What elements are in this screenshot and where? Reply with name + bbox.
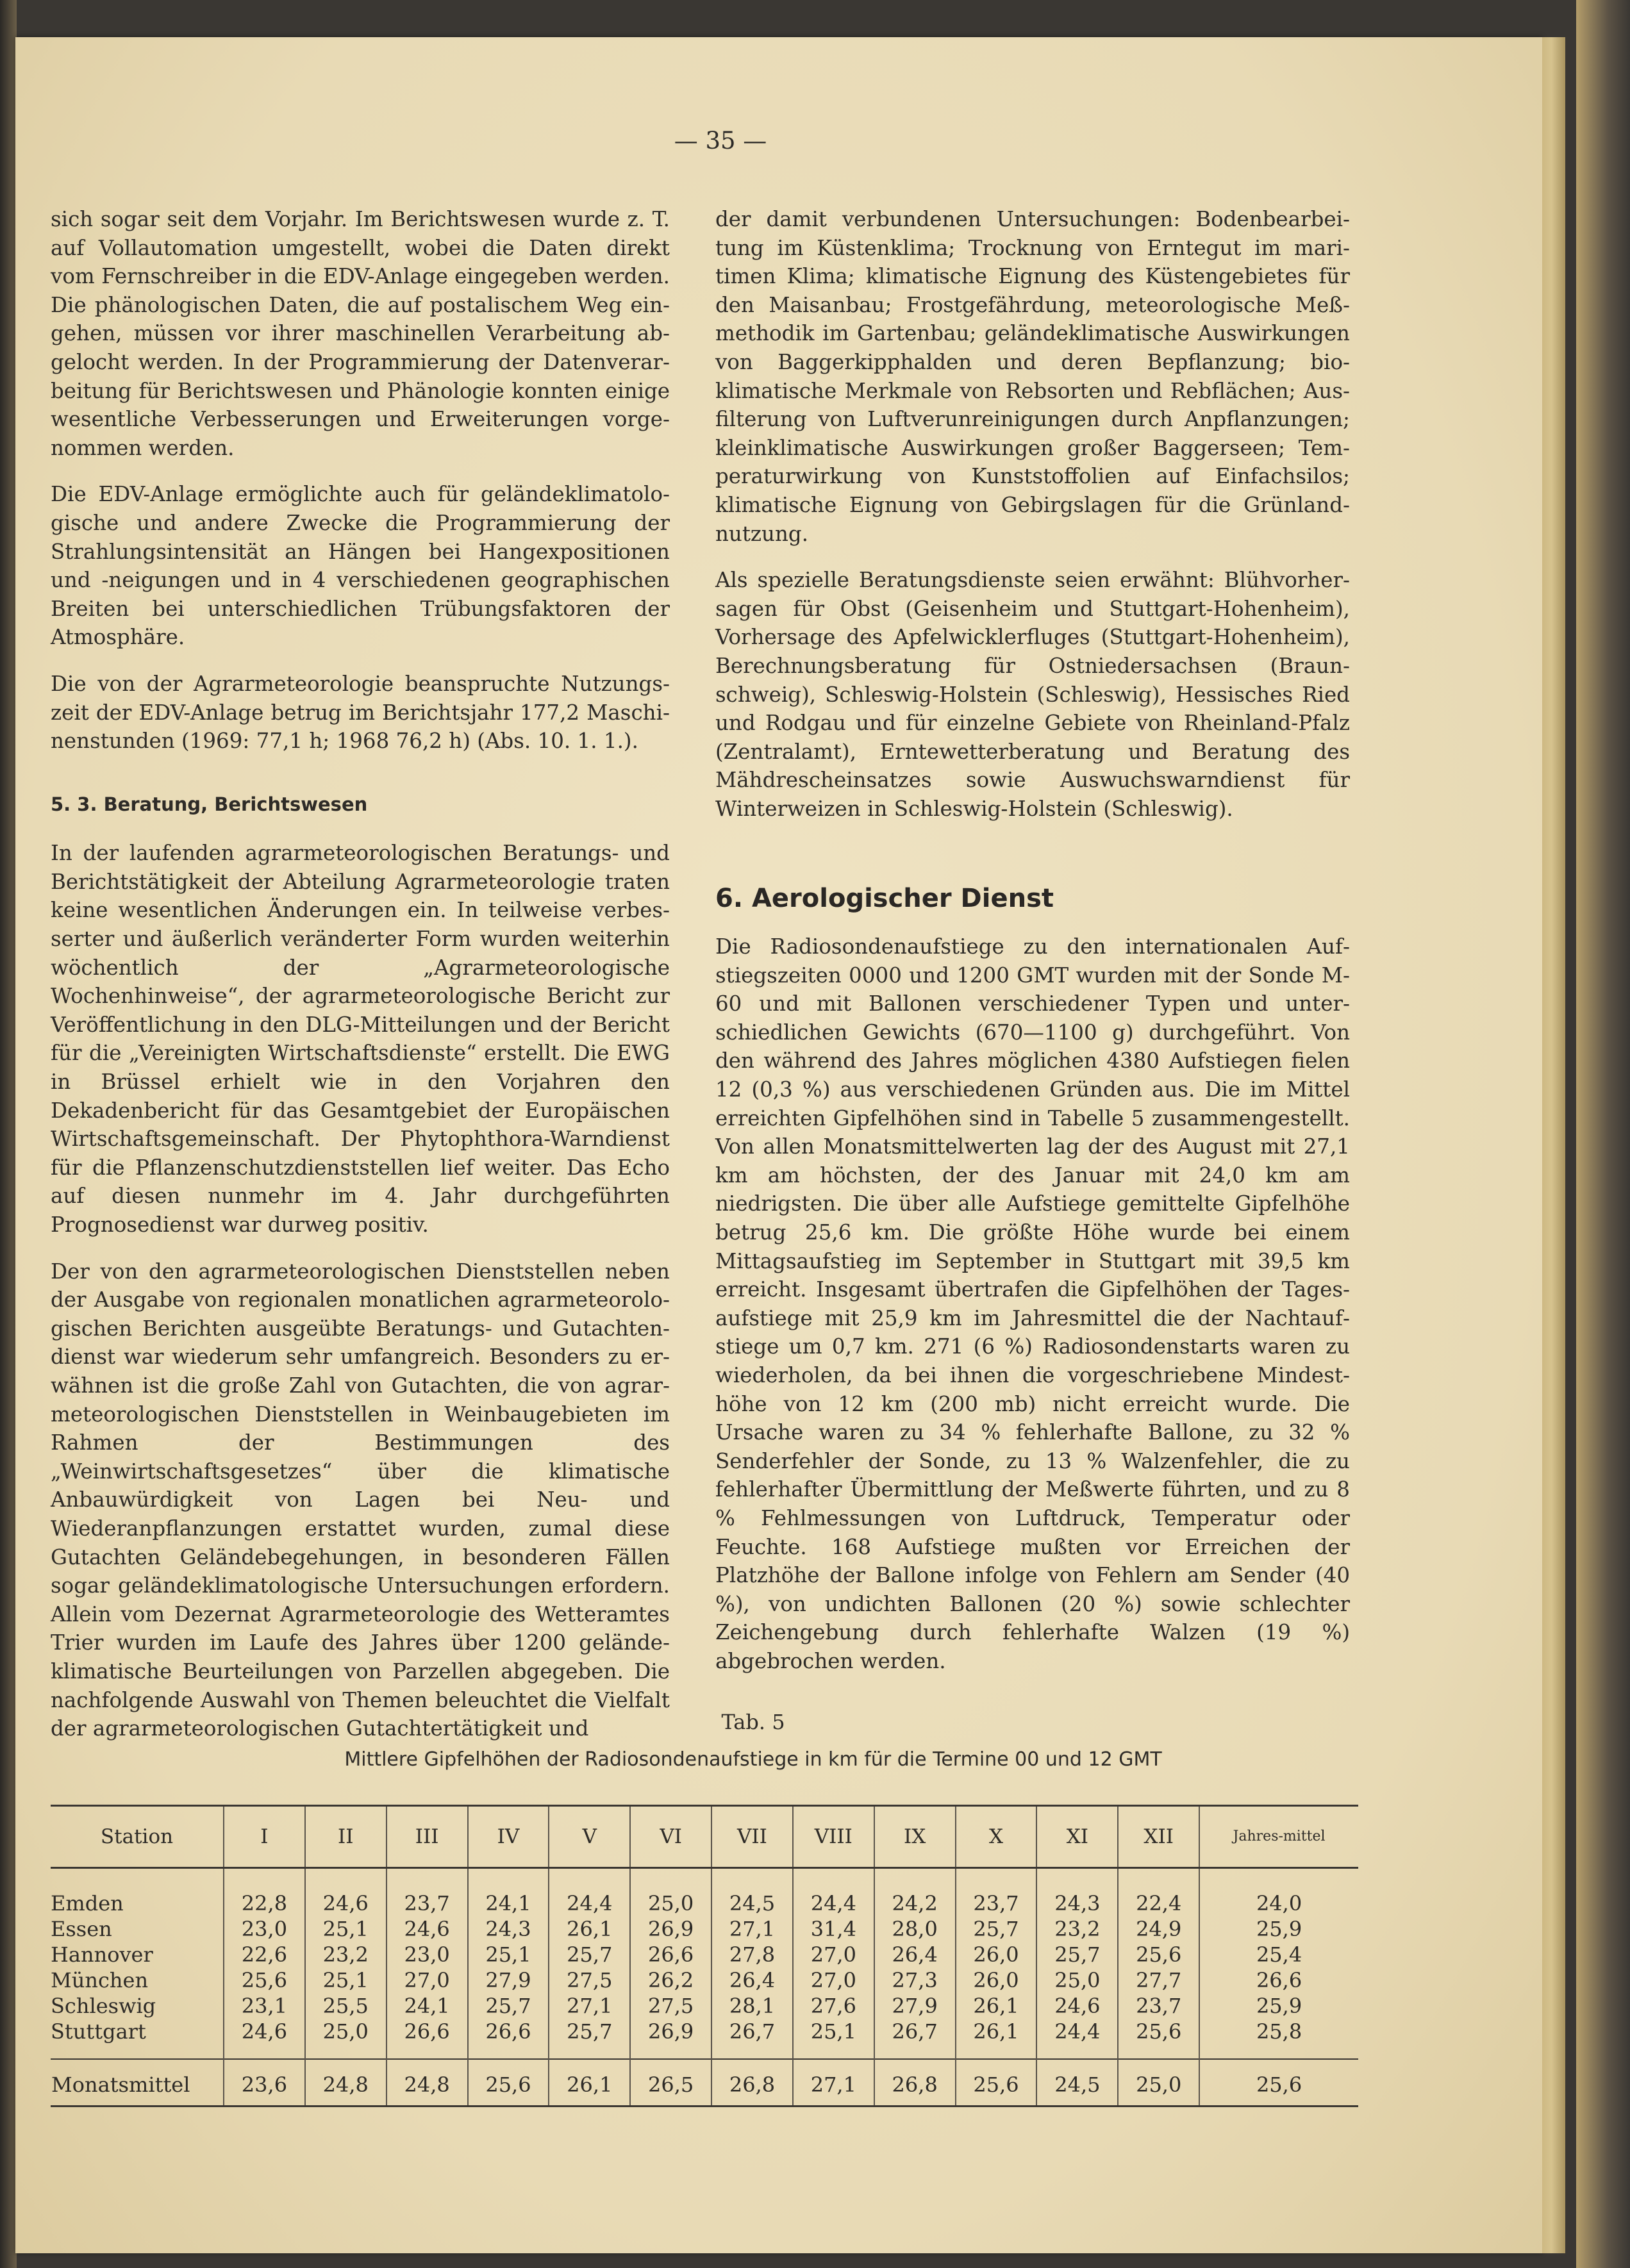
column-header: V [549,1806,630,1868]
column-header: XI [1036,1806,1118,1868]
footer-value-cell: 25,6 [468,2059,549,2107]
value-cell: 25,9 [1199,1993,1358,2019]
value-cell: 25,7 [468,1993,549,2019]
document-page [15,37,1542,2253]
table-label: Tab. 5 [721,1710,785,1734]
value-cell: 26,1 [956,1993,1037,2019]
value-cell: 27,0 [793,1942,874,1967]
summit-heights-table [51,1805,1358,2107]
footer-value-cell: 26,8 [711,2059,793,2107]
value-cell: 27,5 [630,1993,711,2019]
value-cell: 24,1 [387,1993,468,2019]
value-cell: 25,6 [224,1967,305,1993]
value-cell: 25,6 [1118,1942,1199,1967]
value-cell: 25,0 [630,1868,711,1917]
value-cell: 24,6 [224,2019,305,2059]
paragraph: Als spezielle Beratungsdienste seien erwähnt: Blühvorhersagen für Obst (Geisenheim und Stuttgart-Hohenheim), Vorhersage des Apfelwicklerfluges (Stuttgart-Hohenheim), Berechnungsberatung für Ostniedersachsen (Braunschweig), Schleswig-Holstein (Schleswig), Hessisches Ried und Rodgau und für einzelne Gebiete von Rheinland-Pfalz (Zentralamt), Erntewetterberatung und Beratung des Mähdrescheinsatzes sowie Auswuchswarndienst für Winterweizen in Schleswig-Holstein (Schleswig). [715,568,1350,821]
value-cell: 26,4 [874,1942,956,1967]
scan-right-edge [1576,0,1630,2268]
value-cell: 25,1 [305,1916,387,1942]
value-cell: 26,0 [956,1942,1037,1967]
station-name-cell: München [51,1968,149,1992]
subsection-heading: 5. 3. Beratung, Berichtswesen [51,793,368,815]
column-header: VIII [793,1806,874,1868]
value-cell: 27,9 [468,1967,549,1993]
value-cell: 26,7 [711,2019,793,2059]
table-row [51,1868,1358,1917]
station-name-cell: Hannover [51,1942,153,1967]
value-cell: 23,1 [224,1993,305,2019]
value-cell: 25,1 [793,2019,874,2059]
value-cell: 25,7 [1036,1942,1118,1967]
value-cell: 26,0 [956,1967,1037,1993]
value-cell: 23,7 [956,1868,1037,1917]
paragraph: sich sogar seit dem Vorjahr. Im Berichtswesen wurde z. T. auf Vollautomation umgestellt, wobei die Daten direkt vom Fernschreiber in die EDV-Anlage eingegeben werden. Die phänologischen Daten, die auf postalischem Weg eingehen, müssen vor ihrer maschinellen Verarbeitung abgelocht werden. In der Programmierung der Datenverarbeitung für Berichtswesen und Phänologie konnten einige wesentliche Verbesserungen und Erweiterungen vorgenommen werden. [51,207,670,460]
column-header: I [224,1806,305,1868]
value-cell: 24,3 [1036,1868,1118,1917]
value-cell: 26,6 [630,1942,711,1967]
footer-value-cell: 25,0 [1118,2059,1199,2107]
value-cell: 25,1 [468,1942,549,1967]
value-cell: 27,1 [549,1993,630,2019]
value-cell: 24,2 [874,1868,956,1917]
paragraph: der damit verbundenen Untersuchungen: Bodenbearbeitung im Küstenklima; Trocknung von Erntegut im maritimen Klima; klimatische Eignung des Küstengebietes für den Maisanbau; Frostgefährdung, meteorologische Meßmethodik im Gartenbau; geländeklimatische Auswirkungen von Baggerkipphalden und deren Bepflanzung; bioklimatische Merkmale von Rebsorten und Rebflächen; Ausfilterung von Luftverunreinigungen durch Anpflanzungen; kleinklimatische Auswirkungen großer Baggerseen; Temperaturwirkung von Kunststoffolien auf Einfachsilos; klimatische Eignung von Gebirgslagen für die Grünlandnutzung. [715,207,1350,546]
footer-label-cell: Monatsmittel [51,2059,224,2107]
value-cell: 27,8 [711,1942,793,1967]
column-header: III [387,1806,468,1868]
value-cell: 26,1 [956,2019,1037,2059]
value-cell: 23,2 [1036,1916,1118,1942]
value-cell: 24,3 [468,1916,549,1942]
footer-value-cell: 25,6 [1199,2059,1358,2107]
table-row [51,1942,1358,1967]
value-cell: 25,6 [1118,2019,1199,2059]
page-number: — 35 — [674,127,767,154]
value-cell: 26,9 [630,1916,711,1942]
section-heading: 6. Aerologischer Dienst [715,884,1054,914]
table-footer-row [51,2059,1358,2107]
value-cell: 22,6 [224,1942,305,1967]
value-cell: 27,5 [549,1967,630,1993]
station-name-cell: Essen [51,1917,112,1941]
value-cell: 26,6 [1199,1967,1358,1993]
value-cell: 26,2 [630,1967,711,1993]
footer-value-cell: 24,8 [387,2059,468,2107]
value-cell: 25,8 [1199,2019,1358,2059]
value-cell: 27,3 [874,1967,956,1993]
value-cell: 27,1 [711,1916,793,1942]
paragraph: Die EDV-Anlage ermöglichte auch für geländeklimatologische und andere Zwecke die Programmierung der Strahlungsintensität an Hängen bei Hangexpositionen und -neigungen und in 4 verschiedenen geographischen Breiten bei unterschiedlichen Trübungsfaktoren der Atmosphäre. [51,482,670,650]
value-cell: 25,7 [956,1916,1037,1942]
value-cell: 23,2 [305,1942,387,1967]
table-row [51,2019,1358,2059]
column-header: IV [468,1806,549,1868]
column-header: XII [1118,1806,1199,1868]
value-cell: 23,7 [387,1868,468,1917]
value-cell: 24,1 [468,1868,549,1917]
footer-value-cell: 24,5 [1036,2059,1118,2107]
value-cell: 28,0 [874,1916,956,1942]
value-cell: 27,0 [387,1967,468,1993]
value-cell: 27,7 [1118,1967,1199,1993]
value-cell: 25,0 [305,2019,387,2059]
value-cell: 26,1 [549,1916,630,1942]
value-cell: 22,4 [1118,1868,1199,1917]
value-cell: 24,6 [305,1868,387,1917]
right-column [715,205,1350,1694]
value-cell: 26,6 [468,2019,549,2059]
footer-value-cell: 24,8 [305,2059,387,2107]
column-header: X [956,1806,1037,1868]
column-header: Station [51,1806,224,1868]
station-name-cell: Stuttgart [51,2019,146,2044]
value-cell: 24,9 [1118,1916,1199,1942]
value-cell: 26,9 [630,2019,711,2059]
value-cell: 26,4 [711,1967,793,1993]
value-cell: 24,4 [1036,2019,1118,2059]
page-edge [1542,37,1565,2253]
footer-value-cell: 26,8 [874,2059,956,2107]
paragraph: In der laufenden agrarmeteorologischen Beratungs- und Berichtstätigkeit der Abteilung Agrarmeteorologie traten keine wesentlichen Änderungen ein. In teilweise verbesserter und äußerlich veränderter Form wurden weiterhin wöchentlich der „Agrarmeteorologische Wochenhinweise“, der agrarmeteorologische Bericht zur Veröffentlichung in den DLG-Mitteilungen und der Bericht für die „Vereinigten Wirtschaftsdienste“ erstellt. Die EWG in Brüssel erhielt wie in den Vorjahren den Dekadenbericht für das Gesamtgebiet der Europäischen Wirtschaftsgemeinschaft. Der Phytophthora-Warndienst für die Pflanzenschutzdienststellen lief weiter. Das Echo auf diesen nunmehr im 4. Jahr durchgeführten Prognosedienst war durweg positiv. [51,841,670,1237]
column-header-annual-mean: Jahres-mittel [1199,1806,1358,1868]
value-cell: 23,7 [1118,1993,1199,2019]
footer-value-cell: 25,6 [956,2059,1037,2107]
value-cell: 22,8 [224,1868,305,1917]
value-cell: 25,7 [549,1942,630,1967]
value-cell: 25,9 [1199,1916,1358,1942]
column-header: VII [711,1806,793,1868]
value-cell: 25,7 [549,2019,630,2059]
value-cell: 25,0 [1036,1967,1118,1993]
footer-value-cell: 23,6 [224,2059,305,2107]
value-cell: 24,0 [1199,1868,1358,1917]
value-cell: 28,1 [711,1993,793,2019]
value-cell: 24,6 [1036,1993,1118,2019]
footer-value-cell: 27,1 [793,2059,874,2107]
value-cell: 23,0 [224,1916,305,1942]
footer-value-cell: 26,1 [549,2059,630,2107]
column-header: IX [874,1806,956,1868]
value-cell: 27,0 [793,1967,874,1993]
station-name-cell: Emden [51,1891,124,1916]
table-header-row [51,1806,1358,1868]
value-cell: 24,6 [387,1916,468,1942]
value-cell: 25,4 [1199,1942,1358,1967]
value-cell: 31,4 [793,1916,874,1942]
value-cell: 24,4 [793,1868,874,1917]
table-row [51,1967,1358,1993]
value-cell: 25,5 [305,1993,387,2019]
station-name-cell: Schleswig [51,1994,156,2018]
value-cell: 27,9 [874,1993,956,2019]
table-row [51,1993,1358,2019]
value-cell: 27,6 [793,1993,874,2019]
left-column [51,205,670,1761]
value-cell: 24,5 [711,1868,793,1917]
value-cell: 26,6 [387,2019,468,2059]
column-header: VI [630,1806,711,1868]
column-header: II [305,1806,387,1868]
paragraph: Der von den agrarmeteorologischen Dienststellen neben der Ausgabe von regionalen monatlichen agrarmeteorologischen Berichten ausgeübte Beratungs- und Gutachtendienst war wiederum sehr umfangreich. Besonders zu erwähnen ist die große Zahl von Gutachten, die von agrarmeteorologischen Dienststellen in Weinbaugebieten im Rahmen der Bestimmungen des „Weinwirtschaftsgesetzes“ über die klimatische Anbauwürdigkeit von Lagen bei Neu- und Wiederanpflanzungen erstattet wurden, zumal diese Gutachten Geländebegehungen, in besonderen Fällen sogar geländeklimatologische Untersuchungen erfordern. Allein vom Dezernat Agrarmeteorologie des Wetteramtes Trier wurden im Laufe des Jahres über 1200 geländeklimatische Beurteilungen von Parzellen abgegeben. Die nachfolgende Auswahl von Themen beleuchtet die Vielfalt der agrarmeteorologischen Gutachtertätigkeit und [51,1259,670,1741]
value-cell: 25,1 [305,1967,387,1993]
scan-left-edge [0,0,17,2268]
paragraph: Die von der Agrarmeteorologie beanspruchte Nutzungszeit der EDV-Anlage betrug im Berichtsjahr 177,2 Maschinenstunden (1969: 77,1 h; 1968 76,2 h) (Abs. 10. 1. 1.). [51,671,670,754]
value-cell: 24,4 [549,1868,630,1917]
footer-value-cell: 26,5 [630,2059,711,2107]
table-row [51,1916,1358,1942]
value-cell: 23,0 [387,1942,468,1967]
table-body [51,1868,1358,2060]
paragraph: Die Radiosondenaufstiege zu den internationalen Aufstiegszeiten 0000 und 1200 GMT wurden mit der Sonde M-60 und mit Ballonen verschiedener Typen und unterschiedlichen Gewichts (670—1100 g) durchgeführt. Von den während des Jahres möglichen 4380 Aufstiegen fielen 12 (0,3 %) aus verschiedenen Gründen aus. Die im Mittel erreichten Gipfelhöhen sind in Tabelle 5 zusammengestellt. Von allen Monatsmittelwerten lag der des August mit 27,1 km am höchsten, der des Januar mit 24,0 km am niedrigsten. Die über alle Aufstiege gemittelte Gipfelhöhe betrug 25,6 km. Die größte Höhe wurde bei einem Mittagsaufstieg im September in Stuttgart mit 39,5 km erreicht. Insgesamt übertrafen die Gipfelhöhen der Tagesaufstiege mit 25,9 km im Jahresmittel die der Nachtaufstiege um 0,7 km. 271 (6 %) Radiosondenstarts waren zu wiederholen, da bei ihnen die vorgeschriebene Mindesthöhe von 12 km (200 mb) nicht erreicht wurde. Die Ursache waren zu 34 % fehlerhafte Ballone, zu 32 % Senderfehler der Sonde, zu 13 % Walzenfehler, die zu fehlerhafter Übermittlung der Meßwerte führten, und zu 8 % Fehlmessungen von Luftdruck, Temperatur oder Feuchte. 168 Aufstiege mußten vor Erreichen der Platzhöhe der Ballone infolge von Fehlern am Sender (40 %), von undichten Ballonen (20 %) sowie schlechter Zeichengebung durch fehlerhafte Walzen (19 %) abgebrochen werden. [715,934,1350,1673]
value-cell: 26,7 [874,2019,956,2059]
table-caption: Mittlere Gipfelhöhen der Radiosondenaufstiege in km für die Termine 00 und 12 GMT [344,1748,1162,1771]
